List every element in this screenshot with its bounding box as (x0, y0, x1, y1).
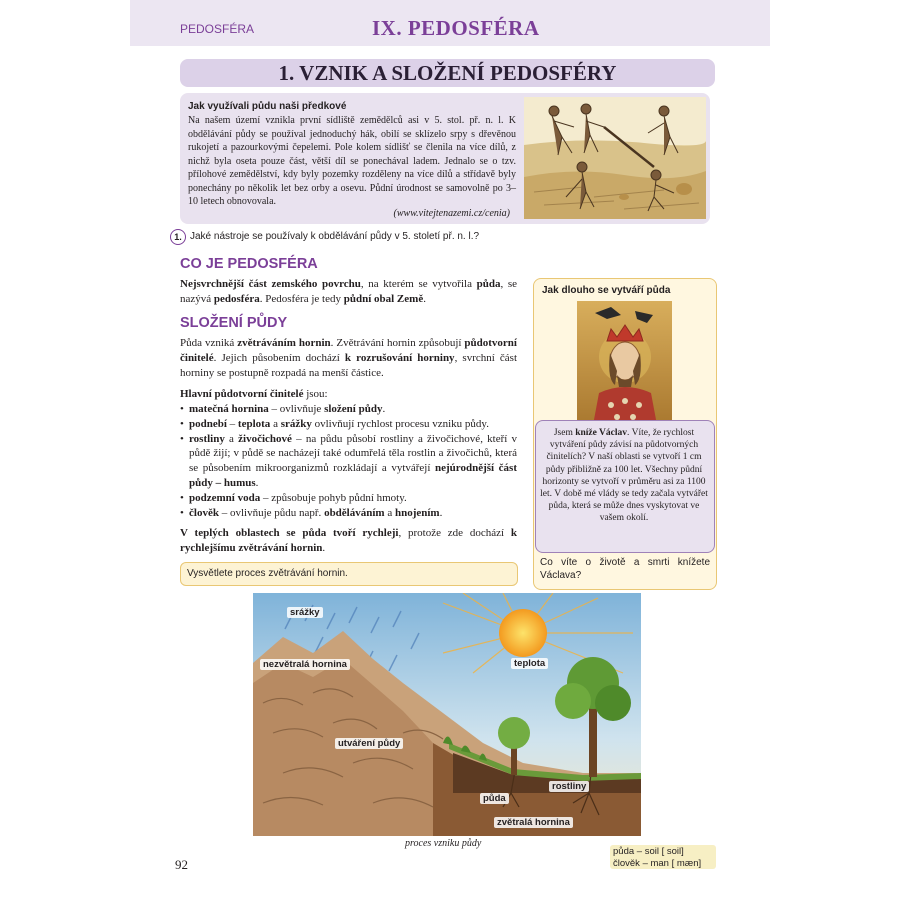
label-soil: půda (480, 793, 509, 804)
intro-heading: Jak využívali půdu naši předkové (188, 101, 347, 112)
vocabulary-item: člověk – man [ mæn] (613, 857, 702, 869)
label-weathered-rock: zvětralá hornina (494, 817, 573, 828)
composition-paragraph: Půda vzniká zvětráváním hornin. Zvětrávání hornin způsobují půdotvorní činitelé. Jejich působením dochází k rozrušování horniny, svrchní část horniny se postupně rozpadá na menší částice. (180, 337, 518, 379)
duke-portrait-illustration (577, 301, 672, 425)
task-text: Vysvětlete proces zvětrávání hornin. (187, 568, 348, 579)
list-item: • matečná hornina – ovlivňuje složení půdy. (180, 402, 517, 417)
list-item: • člověk – ovlivňuje půdu např. obděláváním a hnojením. (180, 506, 517, 521)
intro-source: (www.vitejtenazemi.cz/cenia) (393, 208, 510, 219)
list-item: • podzemní voda – způsobuje pohyb půdní hmoty. (180, 491, 517, 506)
warm-regions-paragraph: V teplých oblastech se půda tvoří rychleji, protože zde dochází k rychlejšímu zvětrávání hornin. (180, 527, 517, 554)
label-unweathered-rock: nezvětralá hornina (260, 659, 350, 670)
vocabulary-text (613, 846, 701, 869)
ancient-farmers-illustration (524, 97, 706, 219)
factors-heading: Hlavní půdotvorní činitelé jsou: (180, 388, 328, 400)
vocabulary-item: půda – soil [ soil] (613, 846, 684, 857)
header-section-label: PEDOSFÉRA (180, 22, 255, 36)
soil-formation-illustration (253, 593, 641, 836)
factors-list (180, 402, 517, 520)
label-soil-formation: utváření půdy (335, 738, 403, 749)
sidebar-title: Jak dlouho se vytváří půda (542, 285, 671, 296)
section-title-what: CO JE PEDOSFÉRA (180, 256, 318, 272)
list-item: • podnebí – teplota a srážky ovlivňují rychlost procesu vzniku půdy. (180, 417, 517, 432)
list-item: • rostliny a živočichové – na půdu působí rostliny a živočichové, kteří v půdě žijí; v půdě se nacházejí také odumřelá těla rostlin a živočichů, která se působením mikroorganizmů rozkládají a vytvářejí nejúrodnější část půdy – humus. (180, 432, 517, 491)
section-title-composition: SLOŽENÍ PŮDY (180, 315, 288, 331)
sidebar-question: Co víte o životě a smrti knížete Václava? (540, 557, 710, 581)
illustration-caption: proces vzniku půdy (405, 838, 482, 849)
definition-paragraph: Nejsvrchnější část zemského povrchu, na kterém se vytvořila půda, se nazývá pedosféra. Pedosféra je tedy půdní obal Země. (180, 278, 517, 305)
label-precipitation: srážky (287, 607, 323, 618)
question-1-text: Jaké nástroje se používaly k obdělávání půdy v 5. století př. n. l.? (190, 231, 480, 242)
question-number-badge: 1. (170, 229, 186, 245)
speech-text: Jsem kníže Václav. Víte, že rychlost vytváření půdy závisí na půdotvorných činitelích? V naší oblasti se vytvoří 1 cm půdy přibližně za 100 let. Všechny půdní horizonty se vytvoří v průměru asi za 1100 let. V době mé vlády se tedy začala vytvářet půda, která se může dnes vyskytovat ve vašem okolí. (540, 428, 708, 524)
header-title: IX. PEDOSFÉRA (372, 16, 540, 40)
label-plants: rostliny (549, 781, 589, 792)
label-temperature: teplota (511, 658, 548, 669)
page-number: 92 (175, 857, 188, 872)
intro-text: Na našem území vznikla první sídliště zemědělců asi v 5. stol. př. n. l. K obdělávání půdy se používal jednoduchý hák, obilí se sklízelo srpy s dřevěnou rukojetí a pazourkovými čepelemi. Pole kolem sídlišť se členila na více dílů, z nichž byla oseta pouze část, větší díl se ponechával ladem. Jednalo se o tzv. přílohové zemědělství, kdy byly pozemky rozděleny na více dílů a střídavě byly ponechány po několik let bez orby a osevu. Půdní úrodnost se samovolně po 3–10 letech obnovovala. (188, 115, 516, 207)
chapter-title: 1. VZNIK A SLOŽENÍ PEDOSFÉRY (278, 61, 617, 85)
